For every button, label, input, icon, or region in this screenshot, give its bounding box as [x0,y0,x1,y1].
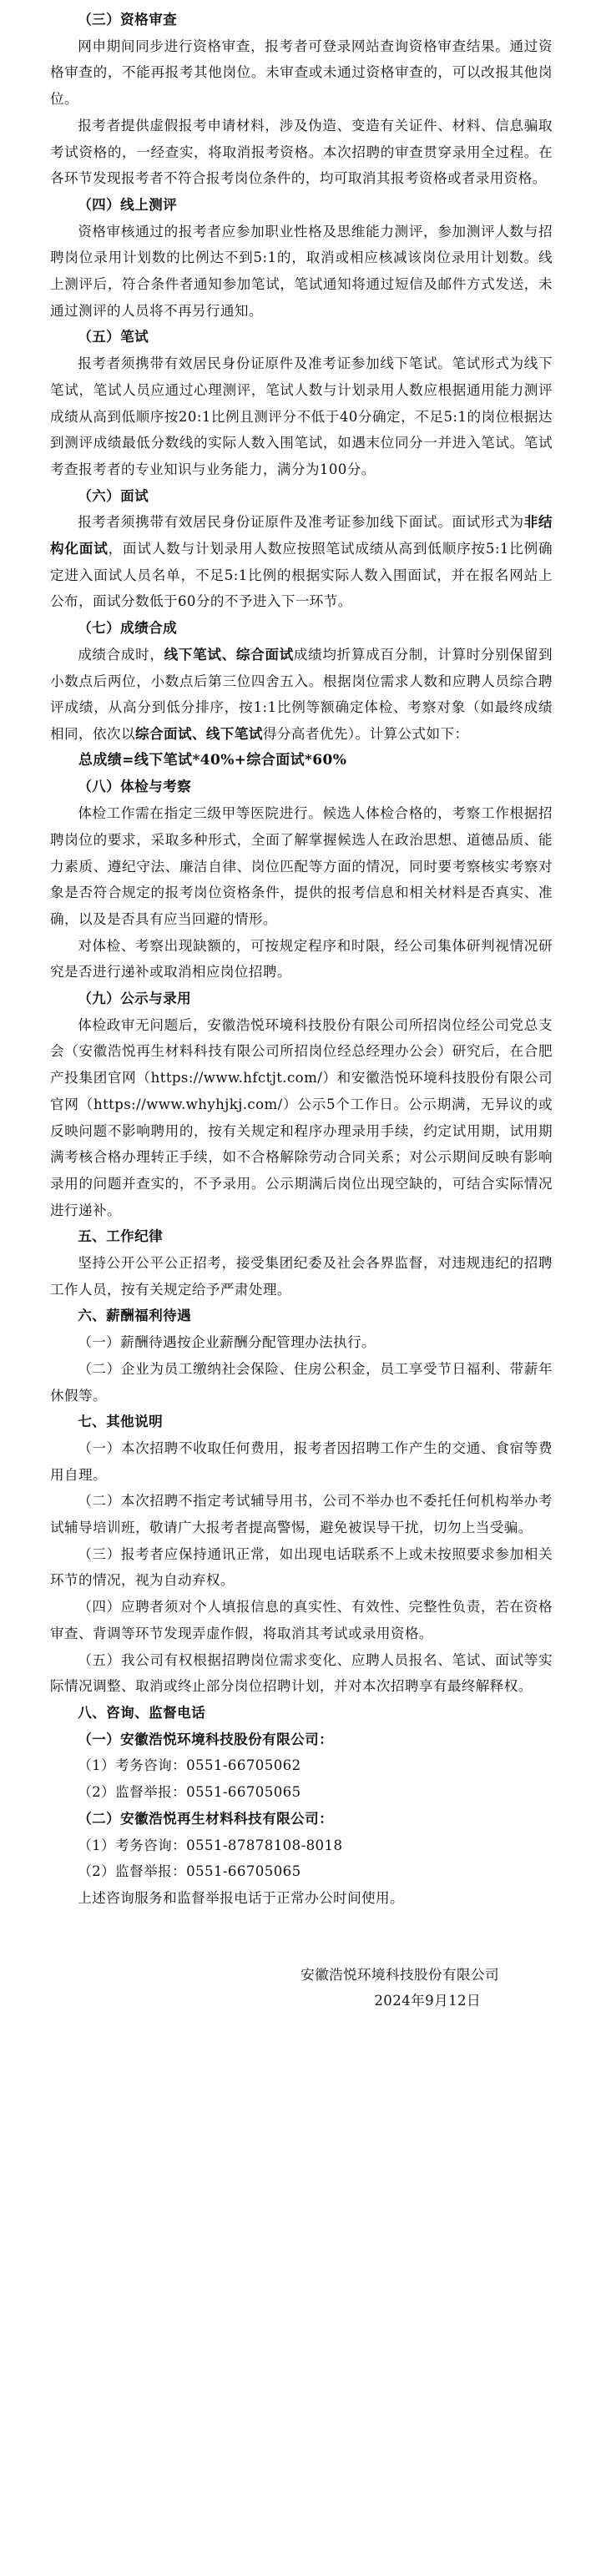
paragraph: 报考者须携带有效居民身份证原件及准考证参加线下笔试。笔试形式为线下笔试，笔试人员应通过心理测评，笔试人数与计划录用人数应根据通用能力测评成绩从高到低顺序按20:1比例且测评分不低于40分确定，不足5:1的岗位根据达到测评成绩最低分数线的实际人数入围笔试，如遇末位同分一并进入笔试。笔试考查报考者的专业知识与业务能力，满分为100分。 [50,355,553,477]
section-heading-written-exam: （五）笔试 [78,328,149,345]
paragraph: 网申期间同步进行资格审查，报考者可登录网站查询资格审查结果。通过资格审查的，不能再报考其他岗位。未审查或未通过资格审查的，可以改报其他岗位。 [50,38,553,108]
paragraph: （三）报考者应保持通讯正常，如出现电话联系不上或未按照要求参加相关环节的情况，视为自动弃权。 [50,1545,553,1589]
paragraph: （一）本次招聘不收取任何费用，报考者因招聘工作产生的交通、食宿等费用自理。 [50,1439,553,1483]
text-run: 得分高者优先）。计算公式如下： [262,725,469,742]
contact-phone: （1）考务咨询：0551-87878108-8018 [78,1837,343,1853]
paragraph: 体检工作需在指定三级甲等医院进行。候选人体检合格的，考察工作根据招聘岗位的要求，采取多种形式，全面了解掌握候选人在政治思想、道德品质、能力素质、遵纪守法、廉洁自律、岗位匹配等方面的情况，同时要考察核实考察对象是否符合规定的报考岗位资格条件，提供的报考信息和相关材料是否真实、准确，以及是否具有应当回避的情形。 [50,805,553,927]
contact-phone: （1）考务咨询：0551-66705062 [78,1757,301,1774]
paragraph: 资格审核通过的报考者应参加职业性格及思维能力测评，参加测评人数与招聘岗位录用计划数的比例达不到5:1的，取消或相应核减该岗位录用计划数。线上测评后，符合条件者通知参加笔试，笔试通知将通过短信及邮件方式发送，未通过测评的人员将不再另行通知。 [50,223,553,319]
section-heading-score-synthesis: （七）成绩合成 [78,619,178,637]
contact-phone: （2）监督举报：0551-66705065 [78,1863,301,1880]
section-heading-medical-exam: （八）体检与考察 [78,778,192,795]
text-run: ，面试人数与计划录用人数应按照笔试成绩从高到低顺序按5:1比例确定进入面试人员名单，不足5:1比例的根据实际人数入围面试，并在报名网站上公布，面试分数低于60分的不予进入下一环节。 [50,541,553,610]
paragraph [50,509,553,615]
paragraph: （二）企业为员工缴纳社会保险、住房公积金，员工享受节日福利、带薪年休假等。 [50,1360,553,1404]
text-run: 成绩合成时， [78,646,164,663]
emphasis-text: 线下笔试、综合面试 [164,645,294,663]
section-heading-work-discipline: 五、工作纪律 [78,1228,164,1245]
paragraph: 对体检、考察出现缺额的，可按规定程序和时限，经公司集体研判视情况研究是否进行递补或取消相应岗位招聘。 [50,937,553,980]
paragraph: 报考者提供虚假报考申请材料，涉及伪造、变造有关证件、材料、信息骗取考试资格的，一经查实，将取消报考资格。本次招聘的审查贯穿录用全过程。在各环节发现报考者不符合报考岗位条件的，均可取消其报考资格或者录用资格。 [50,117,553,187]
section-heading-compensation: 六、薪酬福利待遇 [78,1307,192,1324]
signature-company: 安徽浩悦环境科技股份有限公司 [300,1966,499,1983]
paragraph [50,642,553,748]
signature-date: 2024年9月12日 [374,1993,481,2009]
paragraph: （二）本次招聘不指定考试辅导用书，公司不举办也不委托任何机构举办考试辅导培训班，敬请广大报考者提高警惕，避免被误导干扰，切勿上当受骗。 [50,1493,553,1536]
contact-company-name: （一）安徽浩悦环境科技股份有限公司： [78,1730,334,1747]
text-run: 报考者须携带有效居民身份证原件及准考证参加线下面试。面试形式为 [78,514,524,531]
spacer [50,1912,553,1962]
section-heading-online-assessment: （四）线上测评 [78,195,178,213]
section-heading-contact: 八、咨询、监督电话 [78,1704,206,1721]
section-heading-other-notes: 七、其他说明 [78,1413,164,1430]
section-heading-interview: （六）面试 [78,486,149,504]
paragraph: 上述咨询服务和监督举报电话于正常办公时间使用。 [78,1889,405,1906]
text-run: 成绩均折算成百分制，计算时分别保留到小数点后两位，小数点后第三位四舍五入。根据岗位需求人数和应聘人员综合聘评成绩，从高分到低分排序，按1:1比例等额确定体检、考察对象（如最终成绩相同，依次以 [50,646,553,742]
paragraph: 体检政审无问题后，安徽浩悦环境科技股份有限公司所招岗位经公司党总支会（安徽浩悦再生材料科技有限公司所招岗位经总经理办公会）研究后，在合肥产投集团官网（https://www.hfctjt.com/）和安徽浩悦环境科技股份有限公司官网（https://www.whyhjkj.com/）公示5个工作日。公示期满，无异议的或反映问题不影响聘用的，按有关规定和程序办理录用手续，约定试用期，试用期满考核合格办理转正手续，如不合格解除劳动合同关系；对公示期间反映有影响录用的问题并查实的，不予录用。公示期满后岗位出现空缺的，可结合实际情况进行递补。 [50,1016,553,1218]
contact-company-name: （二）安徽浩悦再生材料科技有限公司： [78,1809,334,1827]
paragraph: （五）我公司有权根据招聘岗位需求变化、应聘人员报名、笔试、面试等实际情况调整、取消或终止部分岗位招聘计划，并对本次招聘享有最终解释权。 [50,1651,553,1695]
paragraph: （四）应聘者须对个人填报信息的真实性、有效性、完整性负责，若在资格审查、背调等环节发现弄虚作假，将取消其考试或录用资格。 [50,1599,553,1641]
paragraph: 坚持公开公平公正招考，接受集团纪委及社会各界监督，对违规违纪的招聘工作人员，按有关规定给予严肃处理。 [50,1255,553,1298]
emphasis-text: 综合面试、线下笔试 [134,724,263,742]
score-formula: 总成绩=线下笔试*40%+综合面试*60% [78,751,347,769]
contact-phone: （2）监督举报：0551-66705065 [78,1784,301,1801]
section-heading-qualification-review: （三）资格审查 [78,11,178,28]
section-heading-publicity: （九）公示与录用 [78,990,192,1007]
paragraph: （一）薪酬待遇按企业薪酬分配管理办法执行。 [78,1334,376,1351]
emphasis-text: 非结构化面试 [50,513,553,557]
